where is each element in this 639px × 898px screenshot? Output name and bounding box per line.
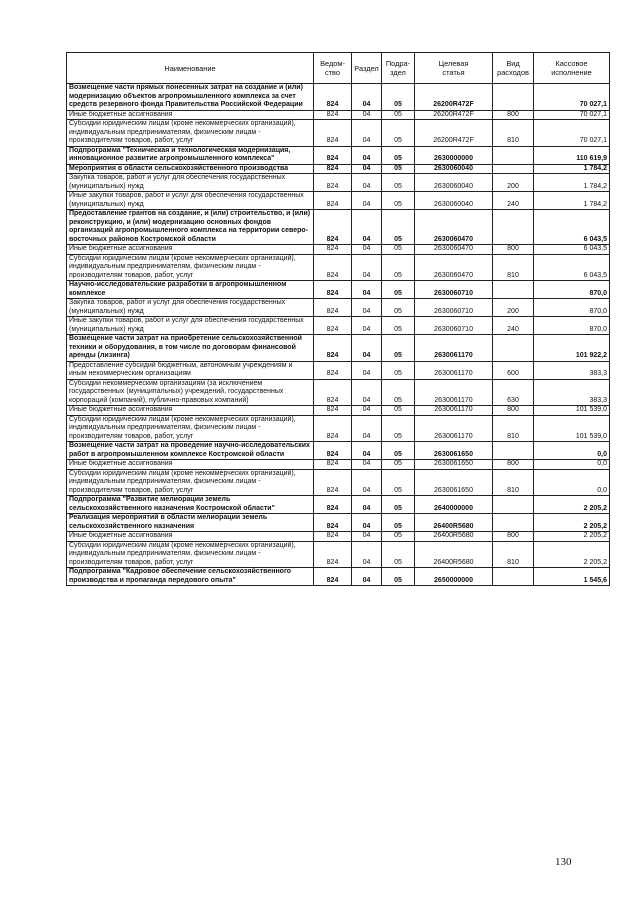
table-row: [67, 146, 610, 164]
table-row: [67, 120, 610, 147]
cell-amount: 0,0: [534, 469, 610, 496]
table-row: [67, 317, 610, 335]
cell-subsection: 05: [382, 361, 415, 379]
cell-exptype: 600: [493, 361, 534, 379]
cell-section: 04: [352, 568, 382, 586]
cell-subsection: 05: [382, 317, 415, 335]
cell-target: 2630060710: [415, 317, 493, 335]
cell-section: 04: [352, 460, 382, 470]
table-row: [67, 532, 610, 542]
cell-dept: 824: [314, 120, 352, 147]
cell-amount: 2 205,2: [534, 514, 610, 532]
cell-dept: 824: [314, 532, 352, 542]
cell-exptype: 800: [493, 460, 534, 470]
cell-section: 04: [352, 164, 382, 174]
cell-exptype: 800: [493, 406, 534, 416]
cell-exptype: 800: [493, 532, 534, 542]
cell-amount: 870,0: [534, 281, 610, 299]
cell-subsection: 05: [382, 164, 415, 174]
cell-section: 04: [352, 415, 382, 442]
cell-amount: 2 205,2: [534, 532, 610, 542]
cell-name: Закупка товаров, работ и услуг для обеспечения государственных (муниципальных) нужд: [67, 174, 314, 192]
col-header-amount: Кассовое исполнение: [534, 53, 610, 84]
cell-dept: 824: [314, 299, 352, 317]
cell-target: 26200R472F: [415, 84, 493, 111]
cell-subsection: 05: [382, 281, 415, 299]
table-row: [67, 361, 610, 379]
cell-subsection: 05: [382, 146, 415, 164]
table-header-row: [67, 53, 610, 84]
cell-section: 04: [352, 496, 382, 514]
col-header-subsection: Подра- здел: [382, 53, 415, 84]
cell-name: Возмещение части затрат на проведение научно-исследовательских работ в агропромышленном комплексе Костромской области: [67, 442, 314, 460]
cell-section: 04: [352, 442, 382, 460]
cell-exptype: 810: [493, 415, 534, 442]
budget-table: [66, 52, 610, 586]
cell-amount: 2 205,2: [534, 496, 610, 514]
cell-amount: 101 539,0: [534, 406, 610, 416]
cell-section: 04: [352, 469, 382, 496]
cell-target: 2630061170: [415, 406, 493, 416]
cell-section: 04: [352, 541, 382, 568]
cell-target: 2650000000: [415, 568, 493, 586]
cell-exptype: 810: [493, 469, 534, 496]
cell-name: Подпрограмма "Техническая и технологическая модернизация, инновационное развитие агропромышленного комплекса": [67, 146, 314, 164]
table-row: [67, 245, 610, 255]
page-number: 130: [555, 856, 572, 868]
cell-amount: 70 027,1: [534, 110, 610, 120]
cell-amount: 383,3: [534, 361, 610, 379]
cell-subsection: 05: [382, 110, 415, 120]
cell-subsection: 05: [382, 460, 415, 470]
cell-name: Предоставление субсидий бюджетным, автономным учреждениям и иным некоммерческим организациям: [67, 361, 314, 379]
cell-subsection: 05: [382, 406, 415, 416]
cell-amount: 383,3: [534, 379, 610, 406]
cell-exptype: [493, 442, 534, 460]
cell-amount: 6 043,5: [534, 254, 610, 281]
cell-dept: 824: [314, 442, 352, 460]
cell-name: Мероприятия в области сельскохозяйственного производства: [67, 164, 314, 174]
cell-name: Возмещение части затрат на приобретение сельскохозяйственной техники и оборудования, в том числе по договорам финансовой аренды (лизинга): [67, 335, 314, 362]
cell-amount: 101 922,2: [534, 335, 610, 362]
cell-subsection: 05: [382, 532, 415, 542]
cell-amount: 1 545,6: [534, 568, 610, 586]
cell-section: 04: [352, 514, 382, 532]
cell-subsection: 05: [382, 514, 415, 532]
table-body: [67, 84, 610, 586]
cell-dept: 824: [314, 406, 352, 416]
cell-name: Иные бюджетные ассигнования: [67, 110, 314, 120]
col-header-name: Наименование: [67, 53, 314, 84]
cell-dept: 824: [314, 245, 352, 255]
table-row: [67, 210, 610, 245]
cell-amount: 101 539,0: [534, 415, 610, 442]
cell-dept: 824: [314, 496, 352, 514]
cell-subsection: 05: [382, 254, 415, 281]
cell-amount: 870,0: [534, 299, 610, 317]
cell-exptype: 810: [493, 254, 534, 281]
cell-amount: 110 619,9: [534, 146, 610, 164]
cell-amount: 70 027,1: [534, 84, 610, 111]
cell-amount: 6 043,5: [534, 245, 610, 255]
cell-amount: 6 043,5: [534, 210, 610, 245]
cell-name: Подпрограмма "Развитие мелиорации земель сельскохозяйственного назначения Костромской области": [67, 496, 314, 514]
cell-subsection: 05: [382, 120, 415, 147]
cell-subsection: 05: [382, 210, 415, 245]
cell-name: Иные закупки товаров, работ и услуг для обеспечения государственных (муниципальных) нужд: [67, 192, 314, 210]
cell-name: Научно-исследовательские разработки в агропромышленном комплексе: [67, 281, 314, 299]
cell-target: 2630061650: [415, 460, 493, 470]
cell-target: 2630061650: [415, 442, 493, 460]
table-row: [67, 406, 610, 416]
cell-target: 2630060470: [415, 210, 493, 245]
cell-target: 26200R472F: [415, 120, 493, 147]
cell-amount: 870,0: [534, 317, 610, 335]
cell-amount: 2 205,2: [534, 541, 610, 568]
cell-target: 2630061170: [415, 361, 493, 379]
cell-amount: 70 027,1: [534, 120, 610, 147]
cell-name: Закупка товаров, работ и услуг для обеспечения государственных (муниципальных) нужд: [67, 299, 314, 317]
cell-exptype: 200: [493, 299, 534, 317]
cell-target: 26200R472F: [415, 110, 493, 120]
cell-subsection: 05: [382, 335, 415, 362]
cell-dept: 824: [314, 254, 352, 281]
cell-exptype: [493, 281, 534, 299]
table-row: [67, 84, 610, 111]
cell-subsection: 05: [382, 541, 415, 568]
table-row: [67, 335, 610, 362]
table-row: [67, 442, 610, 460]
cell-target: 2630060040: [415, 192, 493, 210]
cell-exptype: 810: [493, 541, 534, 568]
cell-target: 2630060040: [415, 164, 493, 174]
cell-dept: 824: [314, 84, 352, 111]
cell-dept: 824: [314, 146, 352, 164]
col-header-dept: Ведом- ство: [314, 53, 352, 84]
cell-target: 2640000000: [415, 496, 493, 514]
cell-name: Субсидии юридическим лицам (кроме некоммерческих организаций), индивидуальным предпринимателям, физическим лицам - производителям товаров, работ, услуг: [67, 415, 314, 442]
cell-section: 04: [352, 192, 382, 210]
cell-target: 26400R5680: [415, 514, 493, 532]
cell-name: Субсидии юридическим лицам (кроме некоммерческих организаций), индивидуальным предпринимателям, физическим лицам - производителям товаров, работ, услуг: [67, 541, 314, 568]
cell-dept: 824: [314, 514, 352, 532]
table-row: [67, 541, 610, 568]
cell-name: Субсидии некоммерческим организациям (за исключением государственных (муниципальных) учреждений, государственных корпораций (компаний), публично-правовых компаний): [67, 379, 314, 406]
cell-dept: 824: [314, 415, 352, 442]
cell-target: 2630060040: [415, 174, 493, 192]
cell-dept: 824: [314, 379, 352, 406]
cell-section: 04: [352, 84, 382, 111]
cell-section: 04: [352, 379, 382, 406]
cell-dept: 824: [314, 469, 352, 496]
cell-dept: 824: [314, 110, 352, 120]
col-header-target: Целевая статья: [415, 53, 493, 84]
table-row: [67, 299, 610, 317]
cell-name: Предоставление грантов на создание, и (или) строительство, и (или) реконструкцию, и (или) модернизацию основных фондов организаций агропромышленного комплекса на территории северо-восточных районов Костромской области: [67, 210, 314, 245]
cell-exptype: 800: [493, 245, 534, 255]
cell-section: 04: [352, 174, 382, 192]
table-row: [67, 379, 610, 406]
cell-section: 04: [352, 361, 382, 379]
cell-amount: 0,0: [534, 460, 610, 470]
cell-dept: 824: [314, 317, 352, 335]
cell-amount: 1 784,2: [534, 174, 610, 192]
cell-dept: 824: [314, 541, 352, 568]
cell-subsection: 05: [382, 192, 415, 210]
cell-amount: 0,0: [534, 442, 610, 460]
cell-exptype: 800: [493, 110, 534, 120]
table-row: [67, 164, 610, 174]
cell-target: 2630060710: [415, 299, 493, 317]
cell-exptype: 810: [493, 120, 534, 147]
cell-subsection: 05: [382, 469, 415, 496]
cell-subsection: 05: [382, 174, 415, 192]
cell-target: 2630000000: [415, 146, 493, 164]
cell-exptype: [493, 210, 534, 245]
cell-target: 2630060470: [415, 254, 493, 281]
cell-subsection: 05: [382, 84, 415, 111]
cell-exptype: [493, 568, 534, 586]
cell-amount: 1 784,2: [534, 164, 610, 174]
cell-target: 2630061170: [415, 415, 493, 442]
cell-dept: 824: [314, 460, 352, 470]
cell-name: Субсидии юридическим лицам (кроме некоммерческих организаций), индивидуальным предпринимателям, физическим лицам - производителям товаров, работ, услуг: [67, 120, 314, 147]
table-row: [67, 110, 610, 120]
cell-exptype: [493, 146, 534, 164]
cell-section: 04: [352, 254, 382, 281]
cell-section: 04: [352, 317, 382, 335]
table-row: [67, 514, 610, 532]
cell-exptype: [493, 84, 534, 111]
cell-dept: 824: [314, 164, 352, 174]
cell-name: Иные бюджетные ассигнования: [67, 460, 314, 470]
cell-subsection: 05: [382, 245, 415, 255]
cell-dept: 824: [314, 192, 352, 210]
cell-target: 26400R5680: [415, 541, 493, 568]
cell-exptype: [493, 164, 534, 174]
table-row: [67, 281, 610, 299]
cell-subsection: 05: [382, 299, 415, 317]
cell-name: Возмещение части прямых понесенных затрат на создание и (или) модернизацию объектов агропромышленного комплекса за счет средств резервного фонда Правительства Российской Федерации: [67, 84, 314, 111]
cell-exptype: 200: [493, 174, 534, 192]
cell-target: 2630061170: [415, 335, 493, 362]
cell-exptype: [493, 335, 534, 362]
table-row: [67, 174, 610, 192]
cell-name: Иные закупки товаров, работ и услуг для обеспечения государственных (муниципальных) нужд: [67, 317, 314, 335]
cell-exptype: [493, 514, 534, 532]
cell-dept: 824: [314, 174, 352, 192]
cell-section: 04: [352, 406, 382, 416]
table-row: [67, 415, 610, 442]
cell-section: 04: [352, 146, 382, 164]
cell-section: 04: [352, 532, 382, 542]
cell-dept: 824: [314, 335, 352, 362]
cell-section: 04: [352, 210, 382, 245]
cell-section: 04: [352, 120, 382, 147]
cell-dept: 824: [314, 210, 352, 245]
cell-section: 04: [352, 245, 382, 255]
cell-name: Иные бюджетные ассигнования: [67, 245, 314, 255]
cell-section: 04: [352, 281, 382, 299]
table-row: [67, 469, 610, 496]
cell-subsection: 05: [382, 568, 415, 586]
cell-dept: 824: [314, 281, 352, 299]
cell-exptype: [493, 496, 534, 514]
cell-subsection: 05: [382, 379, 415, 406]
col-header-exptype: Вид расходов: [493, 53, 534, 84]
cell-name: Иные бюджетные ассигнования: [67, 532, 314, 542]
cell-subsection: 05: [382, 496, 415, 514]
cell-name: Субсидии юридическим лицам (кроме некоммерческих организаций), индивидуальным предпринимателям, физическим лицам - производителям товаров, работ, услуг: [67, 254, 314, 281]
table-row: [67, 568, 610, 586]
cell-target: 2630061650: [415, 469, 493, 496]
cell-name: Иные бюджетные ассигнования: [67, 406, 314, 416]
table-row: [67, 192, 610, 210]
cell-exptype: 630: [493, 379, 534, 406]
table-row: [67, 460, 610, 470]
cell-subsection: 05: [382, 442, 415, 460]
table-row: [67, 496, 610, 514]
cell-section: 04: [352, 110, 382, 120]
cell-name: Реализация мероприятий в области мелиорации земель сельскохозяйственного назначения: [67, 514, 314, 532]
cell-dept: 824: [314, 568, 352, 586]
cell-exptype: 240: [493, 192, 534, 210]
cell-name: Субсидии юридическим лицам (кроме некоммерческих организаций), индивидуальным предпринимателям, физическим лицам - производителям товаров, работ, услуг: [67, 469, 314, 496]
cell-exptype: 240: [493, 317, 534, 335]
cell-target: 26400R5680: [415, 532, 493, 542]
cell-section: 04: [352, 335, 382, 362]
cell-subsection: 05: [382, 415, 415, 442]
cell-section: 04: [352, 299, 382, 317]
cell-target: 2630061170: [415, 379, 493, 406]
cell-name: Подпрограмма "Кадровое обеспечение сельскохозяйственного производства и пропаганда передового опыта": [67, 568, 314, 586]
cell-target: 2630060470: [415, 245, 493, 255]
cell-amount: 1 784,2: [534, 192, 610, 210]
cell-dept: 824: [314, 361, 352, 379]
cell-target: 2630060710: [415, 281, 493, 299]
col-header-section: Раздел: [352, 53, 382, 84]
table-row: [67, 254, 610, 281]
